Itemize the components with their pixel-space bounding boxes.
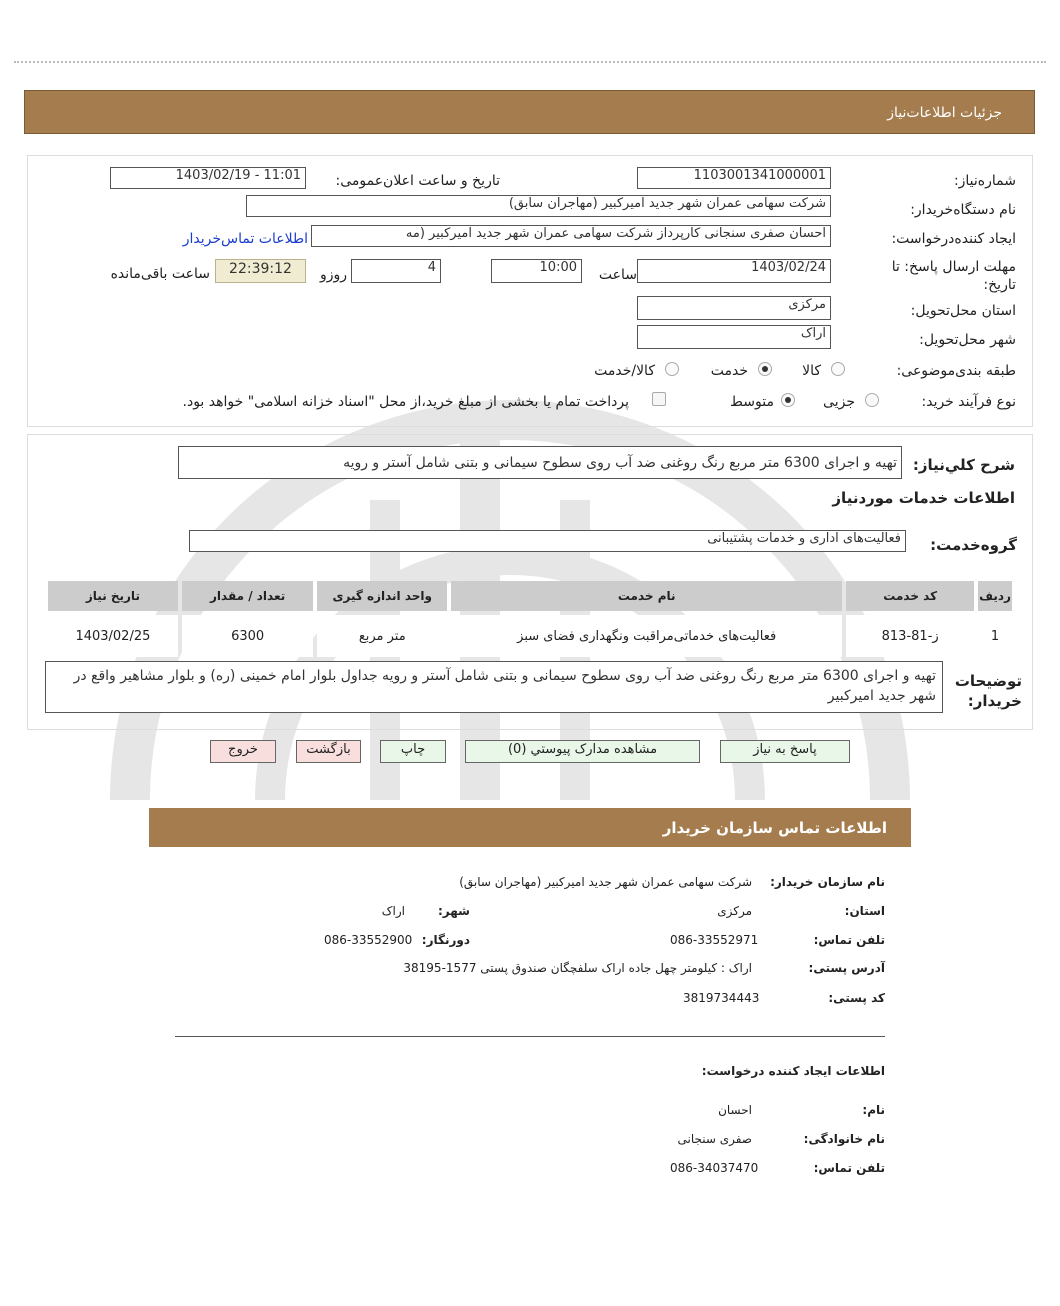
process-label: نوع فرآیند خرید: — [921, 394, 1016, 410]
table-row — [48, 615, 1012, 657]
col-unit: واحد اندازه گیری — [317, 581, 447, 611]
col-name: نام خدمت — [451, 581, 842, 611]
province-field: مرکزی — [637, 296, 831, 320]
contact-fax-label: دورنگار: — [421, 933, 470, 947]
col-row: ردیف — [978, 581, 1012, 611]
contact-address-label: آدرس پستی: — [808, 961, 885, 975]
creator-last-label: نام خانوادگی: — [803, 1132, 885, 1146]
city-field: اراک — [637, 325, 831, 349]
deadline-date-field: 1403/02/24 — [637, 259, 831, 283]
process-radio-minor[interactable] — [865, 393, 879, 407]
contact-city: اراک — [381, 904, 405, 918]
print-button[interactable]: چاپ — [380, 740, 446, 763]
days-label: روزو — [319, 267, 347, 283]
contact-postal-label: کد پستی: — [828, 991, 885, 1005]
deadline-time-field: 10:00 — [491, 259, 582, 283]
contact-province-label: استان: — [844, 904, 885, 918]
remaining-timer: 22:39:12 — [215, 259, 306, 283]
creator-first-label: نام: — [862, 1103, 885, 1117]
creator-first: احسان — [718, 1103, 752, 1117]
creator-phone-label: تلفن تماس: — [813, 1161, 885, 1175]
process-option-minor: جزیی — [823, 394, 855, 410]
contact-header — [149, 808, 911, 847]
deadline-label: مهلت ارسال پاسخ: تا تاریخ: — [891, 259, 1016, 293]
contact-title: اطلاعات تماس سازمان خریدار — [662, 819, 887, 837]
summary-field: تهیه و اجرای 6300 متر مربع رنگ روغنی ضد آب روی سطوح سیمانی و بتنی شامل آستر و رویه — [178, 446, 902, 479]
payment-note: پرداخت تمام یا بخشی از مبلغ خرید،از محل "اسناد خزانه اسلامی" خواهد بود. — [182, 394, 629, 410]
buyer-contact-link[interactable]: اطلاعات تماس‌خریدار — [182, 231, 308, 247]
services-heading: اطلاعات خدمات موردنیاز — [832, 489, 1015, 507]
days-field: 4 — [351, 259, 441, 283]
col-code: کد خدمت — [846, 581, 974, 611]
cell-unit: متر مربع — [317, 615, 447, 657]
category-option-goods: کالا — [802, 363, 821, 379]
category-option-service: خدمت — [710, 363, 748, 379]
treasury-checkbox[interactable] — [652, 392, 666, 406]
group-label: گروه‌خدمت: — [930, 536, 1017, 554]
category-radio-goods-service[interactable] — [665, 362, 679, 376]
announce-label: تاریخ و ساعت اعلان‌عمومی: — [335, 173, 500, 189]
creator-last: صفری سنجانی — [677, 1132, 752, 1146]
page-header — [24, 90, 1035, 134]
exit-button[interactable]: خروج — [210, 740, 276, 763]
contact-phone-label: تلفن تماس: — [813, 933, 885, 947]
contact-org-label: نام سازمان خریدار: — [770, 875, 885, 889]
group-field: فعالیت‌های اداری و خدمات پشتیبانی — [189, 530, 906, 552]
category-radio-service[interactable] — [758, 362, 772, 376]
col-qty: تعداد / مقدار — [182, 581, 314, 611]
buyer-notes-field: تهیه و اجرای 6300 متر مربع رنگ روغنی ضد آب روی سطوح سیمانی و بتنی شامل آستر و رویه جداول بلوار امام خمینی (ره) و بلوار مشاهیر واقع در شهر جدید امیرکبیر — [45, 661, 943, 713]
process-option-medium: متوسط — [730, 394, 774, 410]
contact-org: شرکت سهامی عمران شهر جدید امیرکبیر (مهاجران سابق) — [459, 875, 752, 889]
contact-city-label: شهر: — [438, 904, 470, 918]
col-date: تاریخ نیاز — [48, 581, 178, 611]
contact-province: مرکزی — [717, 904, 752, 918]
cell-code: ز-81-813 — [846, 615, 974, 657]
cell-qty: 6300 — [182, 615, 314, 657]
city-label: شهر محل‌تحویل: — [919, 332, 1016, 348]
process-radio-medium[interactable] — [781, 393, 795, 407]
province-label: استان محل‌تحویل: — [910, 303, 1016, 319]
creator-phone: 086-34037470 — [670, 1161, 759, 1175]
need-number-field: 1103001341000001 — [637, 167, 831, 189]
buyer-org-field: شرکت سهامی عمران شهر جدید امیرکبیر (مهاجران سابق) — [246, 195, 831, 217]
attachments-button[interactable]: مشاهده مدارک پیوستي (0) — [465, 740, 700, 763]
cell-date: 1403/02/25 — [48, 615, 178, 657]
creator-info-title: اطلاعات ایجاد کننده درخواست: — [701, 1064, 885, 1078]
contact-fax: 086-33552900 — [324, 933, 413, 947]
creator-field: احسان صفری سنجانی کارپرداز شرکت سهامی عمران شهر جدید امیرکبیر (مه — [311, 225, 831, 247]
cell-row: 1 — [978, 615, 1012, 657]
category-radio-goods[interactable] — [831, 362, 845, 376]
deadline-time-label: ساعت — [598, 267, 637, 283]
creator-label: ایجاد کننده‌درخواست: — [891, 231, 1016, 247]
buyer-notes-label: توضیحات خریدار: — [954, 672, 1022, 710]
announce-field: 1403/02/19 - 11:01 — [110, 167, 306, 189]
remaining-label: ساعت باقی‌مانده — [110, 266, 210, 282]
need-number-label: شماره‌نیاز: — [953, 173, 1016, 189]
back-button[interactable]: بازگشت — [296, 740, 361, 763]
contact-divider — [175, 1036, 885, 1037]
contact-postal: 3819734443 — [683, 991, 760, 1005]
contact-phone: 086-33552971 — [670, 933, 759, 947]
reply-button[interactable]: پاسخ به نیاز — [720, 740, 850, 763]
summary-label: شرح کلي‌نیاز: — [912, 456, 1015, 474]
top-divider — [14, 61, 1046, 63]
table-header-row — [48, 581, 1012, 611]
services-table — [44, 577, 1016, 661]
category-label: طبقه بندی‌موضوعی: — [896, 363, 1016, 379]
category-option-goods-service: کالا/خدمت — [594, 363, 655, 379]
page-title: جزئیات اطلاعات‌نیاز — [887, 105, 1002, 121]
contact-address: اراک : کیلومتر چهل جاده اراک سلفچگان صندوق پستی 1577-38195 — [403, 961, 752, 975]
buyer-org-label: نام دستگاه‌خریدار: — [910, 202, 1016, 218]
cell-name: فعالیت‌های خدماتی‌مراقبت ونگهداری فضای سبز — [451, 615, 842, 657]
